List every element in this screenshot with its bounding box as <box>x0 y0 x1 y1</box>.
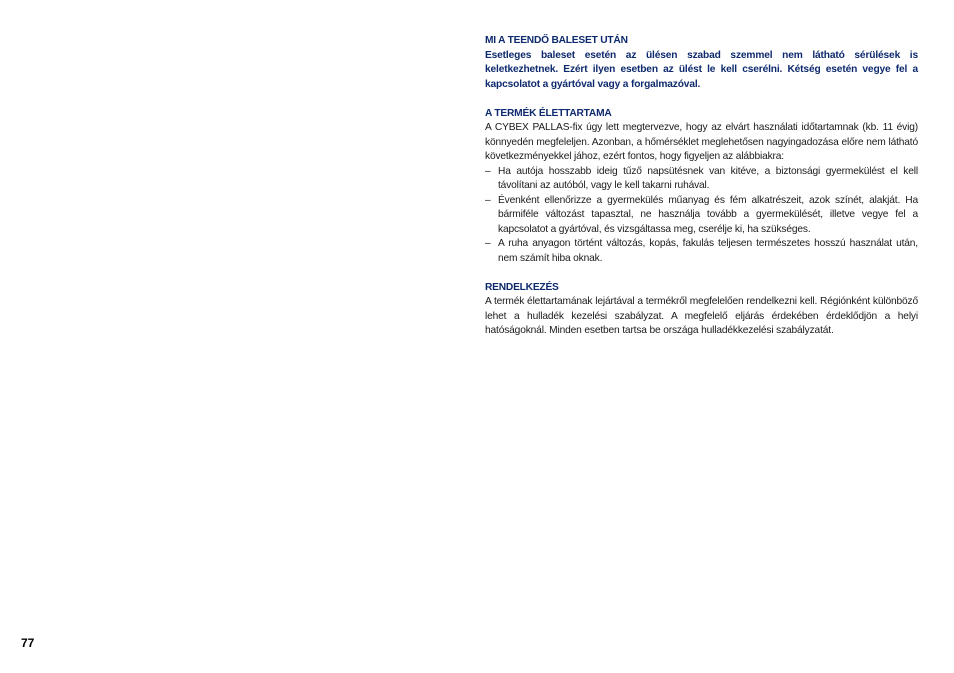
lifetime-bullet-list <box>485 165 918 267</box>
accident-paragraph: Esetleges baleset esetén az ülésen szabad szemmel nem látható sérülések is keletkezhetnek. Ezért ilyen esetben az ülést le kell cserélni. Kétség esetén vegye fel a kapcsolatot a gyártóval vagy a forgalmazóval. <box>485 49 918 90</box>
page-number: 77 <box>21 636 35 650</box>
dash-bullet: – <box>485 165 491 177</box>
disposal-paragraph: A termék élettartamának lejártával a termékről megfelelően rendelkezni kell. Régiónként különböző lehet a hulladék kezelési szabályzat. A megfelelő eljárás érdekében érdeklődjön a helyi hatóságoknál. Minden esetben tartsa be országa hulladékkezelési szabályzatát. <box>485 296 918 336</box>
list-item-text: Ha autója hosszabb ideig tűző napsütésnek van kitéve, a biztonsági gyermekülést el kell távolítani az autóból, vagy le kell takarni ruhával. <box>498 165 918 191</box>
dash-bullet: – <box>485 238 491 249</box>
lifetime-paragraph: A CYBEX PALLAS-fix úgy lett megtervezve, hogy az elvárt használati időtartamnak (kb. 11 évig) könnyedén megfeleljen. Azonban, a hőmérséklet meglehetősen nagyingadozása előre nem látható következményekkel jához, ezért fontos, hogy figyeljen az alábbiakra: <box>485 122 918 162</box>
section-lifetime <box>485 107 918 267</box>
section-disposal <box>485 281 918 339</box>
list-item <box>485 194 918 238</box>
text-column <box>485 34 918 353</box>
list-item-text: Évenként ellenőrizze a gyermekülés műanyag és fém alkatrészeit, azok színét, alakját. Ha bármiféle változást tapasztal, ne használja tovább a gyermekülését, illetve vegye fel a kapcsolatot a gyártóval, és vizsgáltassa meg, cserélje ki, ha szükséges. <box>498 194 918 235</box>
section-accident <box>485 34 918 92</box>
list-item <box>485 237 918 266</box>
section-heading-accident: MI A TEENDŐ BALESET UTÁN <box>485 35 628 46</box>
section-heading-disposal: RENDELKEZÉS <box>485 281 559 293</box>
dash-bullet: – <box>485 194 491 206</box>
list-item-text: A ruha anyagon történt változás, kopás, fakulás teljesen természetes hosszú használat után, nem számít hiba oknak. <box>498 238 918 264</box>
list-item <box>485 165 918 194</box>
section-heading-lifetime: A TERMÉK ÉLETTARTAMA <box>485 107 612 119</box>
